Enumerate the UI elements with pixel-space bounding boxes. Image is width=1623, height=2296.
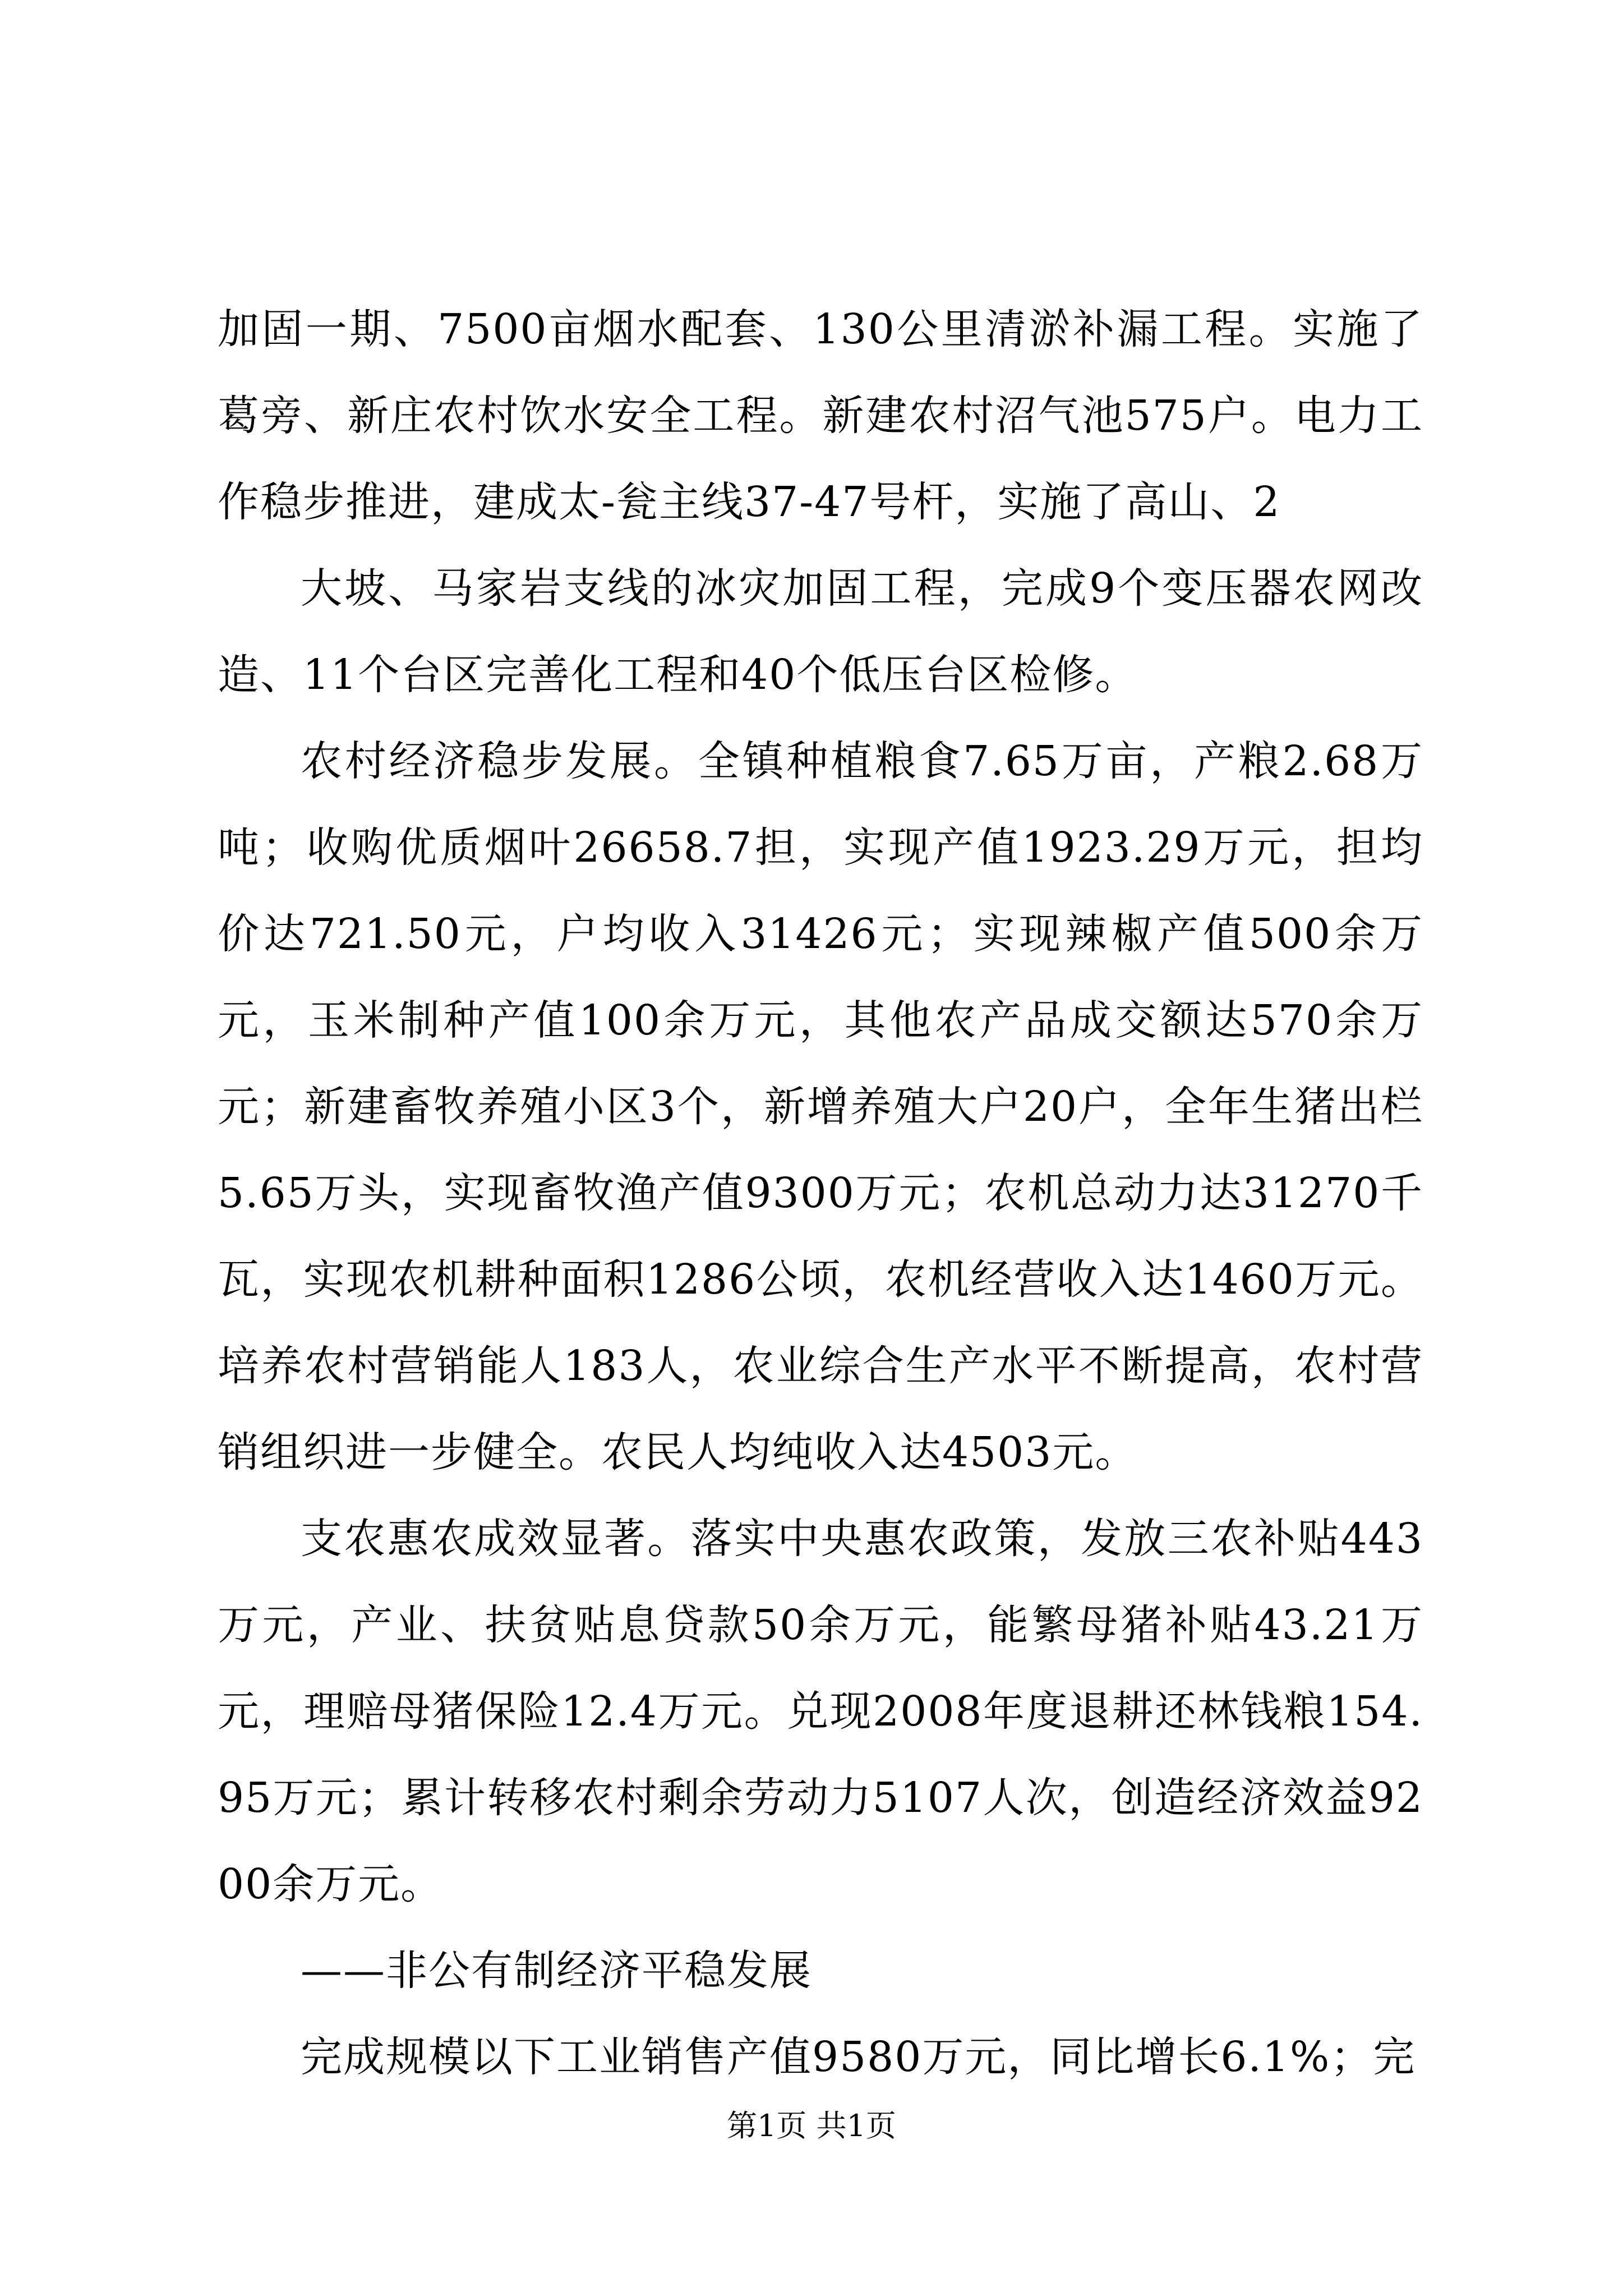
document-body — [218, 286, 1423, 2100]
page-footer: 第1页 共1页 — [727, 2108, 896, 2143]
paragraph-continued: 加固一期、7500亩烟水配套、130公里清淤补漏工程。实施了葛旁、新庄农村饮水安全工程。新建农村沼气池575户。电力工作稳步推进，建成太-瓮主线37-47号杆，实施了高山、2 — [218, 305, 1423, 526]
paragraph-agri-support: 支农惠农成效显著。落实中央惠农政策，发放三农补贴443万元，产业、扶贫贴息贷款50余万元，能繁母猪补贴43.21万元，理赔母猪保险12.4万元。兑现2008年度退耕还林钱粮154.95万元；累计转移农村剩余劳动力5107人次，创造经济效益9200余万元。 — [218, 1515, 1423, 1908]
paragraph-rural-economy: 农村经济稳步发展。全镇种植粮食7.65万亩，产粮2.68万吨；收购优质烟叶26658.7担，实现产值1923.29万元，担均价达721.50元，户均收入31426元；实现辣椒产值500余万元，玉米制种产值100余万元，其他农产品成交额达570余万元；新建畜牧养殖小区3个，新增养殖大户20户，全年生猪出栏5.65万头，实现畜牧渔产值9300万元；农机总动力达31270千瓦，实现农机耕种面积1286公顷，农机经营收入达1460万元。培养农村营销能人183人，农业综合生产水平不断提高，农村营销组织进一步健全。农民人均纯收入达4503元。 — [218, 737, 1423, 1476]
paragraph-power-grid: 大坡、马家岩支线的冰灾加固工程，完成9个变压器农网改造、11个台区完善化工程和40个低压台区检修。 — [218, 564, 1423, 699]
section-heading-private-economy: ——非公有制经济平稳发展 — [301, 1947, 812, 1995]
paragraph-industry: 完成规模以下工业销售产值9580万元，同比增长6.1%；完 — [301, 2033, 1416, 2081]
